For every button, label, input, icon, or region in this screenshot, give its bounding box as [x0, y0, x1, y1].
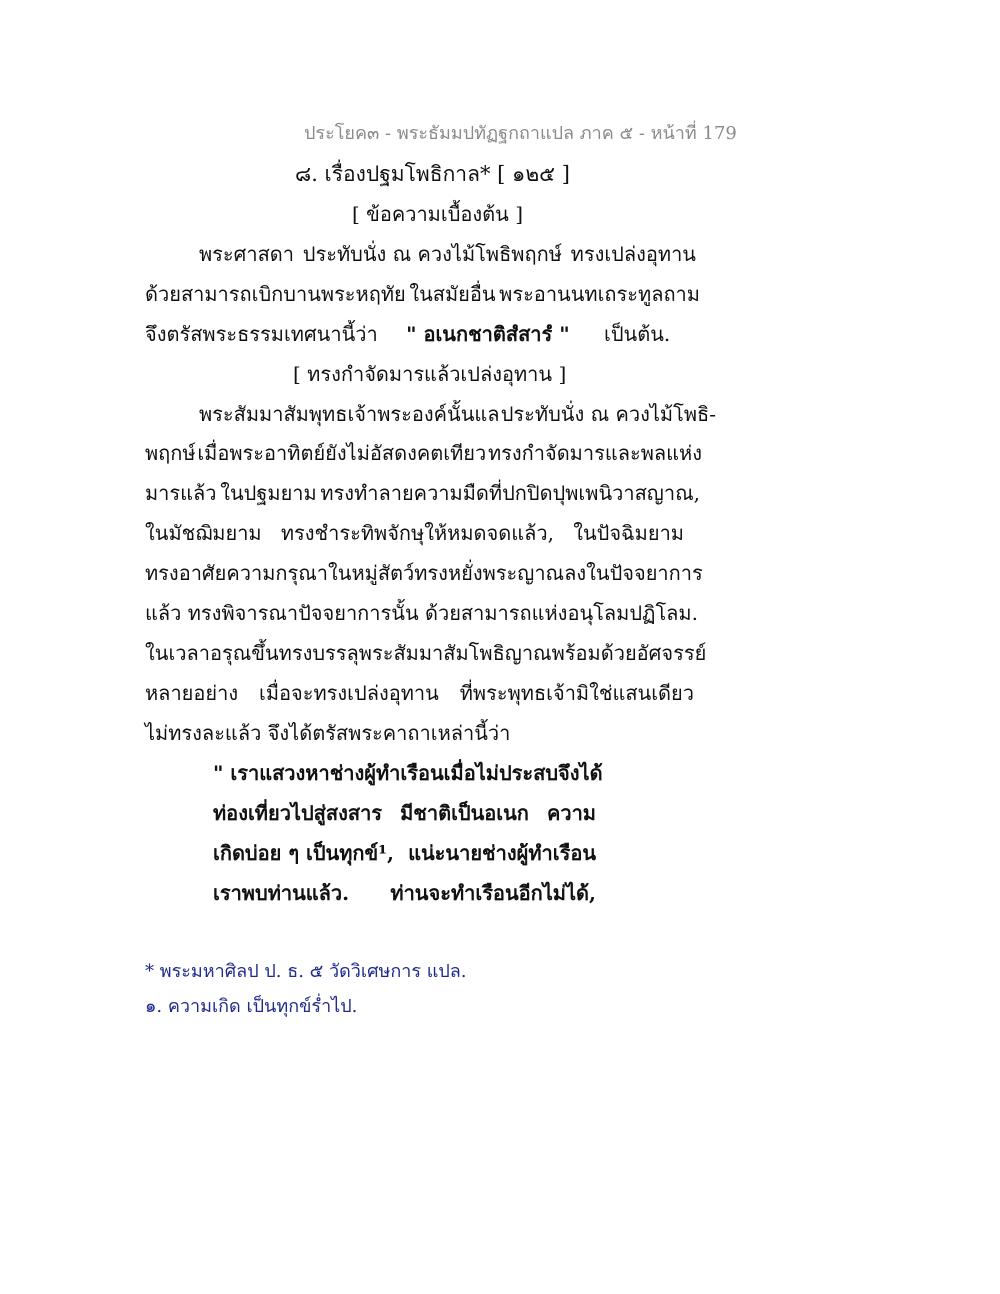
text-segment: หลายอย่าง — [145, 681, 239, 705]
text-segment: ในมัชฌิมยาม — [145, 521, 262, 545]
page-header: ประโยค๓ - พระธัมมปทัฏฐกถาแปล ภาค ๕ - หน้าที่ 179 — [304, 123, 737, 144]
verse-line — [213, 799, 596, 827]
paragraph-line — [145, 479, 700, 507]
text-segment: ทรงหยั่งพระญาณลงในปัจจยาการ — [414, 561, 703, 585]
footnote-translator: * พระมหาศิลป ป. ธ. ๕ วัดวิเศษการ แปล. — [145, 961, 467, 982]
paragraph-line — [145, 280, 700, 308]
text-segment: เมื่อพระอาทิตย์ยังไม่อัสดงคตเทียว — [197, 441, 487, 465]
text-segment: แล้ว — [145, 601, 182, 625]
text-segment: พระสัมมาสัมพุทธเจ้าพระองค์นั้นแล — [199, 402, 500, 426]
verse-segment: เราพบท่านแล้ว. — [213, 881, 350, 905]
paragraph-line — [145, 639, 707, 667]
footnote-1: ๑. ความเกิด เป็นทุกข์ร่ำไป. — [145, 996, 358, 1017]
text-segment: ทรงอาศัยความกรุณาในหมู่สัตว์ — [145, 561, 415, 585]
text-segment: ประทับนั่ง ณ ควงไม้โพธิ- — [500, 402, 716, 426]
text-segment: ในสมัยอื่น — [409, 282, 496, 306]
text-segment: ทรงเปล่งอุทาน — [570, 242, 696, 266]
paragraph-line — [145, 679, 694, 707]
verse-line — [213, 839, 596, 867]
paragraph-line — [145, 599, 698, 627]
paragraph-line — [145, 439, 702, 467]
text-segment: ที่พระพุทธเจ้ามิใช่แสนเดียว — [459, 681, 694, 705]
text-segment: พระอานนทเถระทูลถาม — [499, 282, 700, 306]
text-segment: ทรงพิจารณาปัจจยาการนั้น — [187, 601, 419, 625]
text-segment: พฤกษ์ — [145, 441, 196, 465]
pali-verse-quote: " อเนกชาติสํสารํ " — [406, 322, 570, 346]
verse-segment: เมื่อไม่ประสบ — [443, 761, 559, 785]
text-segment: พระศาสดา — [199, 242, 295, 266]
paragraph-line — [199, 240, 696, 268]
text-segment: ทรงกำจัดมารและพลแห่ง — [487, 441, 702, 465]
verse-segment: แน่ะนายช่างผู้ทำเรือน — [408, 841, 596, 865]
text-segment: ด้วยสามารถแห่งอนุโลมปฏิโลม. — [424, 601, 698, 625]
verse-segment: เกิดบ่อย ๆ เป็นทุกข์¹, — [213, 841, 394, 865]
text-segment: ในเวลาอรุณขึ้น — [145, 641, 279, 665]
text-segment: ประทับนั่ง ณ ควงไม้โพธิพฤกษ์ — [302, 242, 562, 266]
text-segment: มารแล้ว — [145, 481, 217, 505]
verse-segment: จึงได้ — [558, 761, 603, 785]
verse-segment: ความ — [546, 801, 596, 825]
text-segment: ในปัจฉิมยาม — [573, 521, 684, 545]
section-heading-intro: [ ข้อความเบื้องต้น ] — [352, 202, 523, 226]
verse-line — [213, 759, 603, 787]
paragraph-line: ไม่ทรงละแล้ว จึงได้ตรัสพระคาถาเหล่านี้ว่า — [145, 721, 511, 745]
text-segment: ทรงชำระทิพจักษุให้หมดจดแล้ว, — [280, 521, 554, 545]
story-title: ๘. เรื่องปฐมโพธิกาล* [ ๑๒๕ ] — [295, 162, 570, 186]
text-segment: ทรงทำลายความมืดที่ปกปิดปุพเพนิวาสญาณ, — [320, 481, 700, 505]
text-segment: จึงตรัสพระธรรมเทศนานี้ว่า — [145, 322, 378, 346]
paragraph-line — [145, 320, 670, 348]
text-segment: ทรงบรรลุพระสัมมาสัมโพธิญาณพร้อมด้วยอัศจรรย์ — [278, 641, 707, 665]
text-segment: เมื่อจะทรงเปล่งอุทาน — [259, 681, 439, 705]
text-segment: ในปฐมยาม — [220, 481, 317, 505]
verse-segment: ท่องเที่ยวไปสู่สงสาร — [213, 801, 383, 825]
section-heading-defeat: [ ทรงกำจัดมารแล้วเปล่งอุทาน ] — [293, 362, 567, 386]
verse-segment: ท่านจะทำเรือนอีกไม่ได้, — [390, 881, 596, 905]
text-segment: ด้วยสามารถเบิกบานพระหฤทัย — [145, 282, 406, 306]
verse-segment: " เราแสวงหาช่างผู้ทำเรือน — [213, 761, 444, 785]
paragraph-line — [199, 400, 716, 428]
text-segment: เป็นต้น. — [604, 322, 671, 346]
paragraph-line — [145, 519, 684, 547]
verse-line — [213, 879, 596, 907]
paragraph-line — [145, 559, 703, 587]
verse-segment: มีชาติเป็นอเนก — [400, 801, 529, 825]
